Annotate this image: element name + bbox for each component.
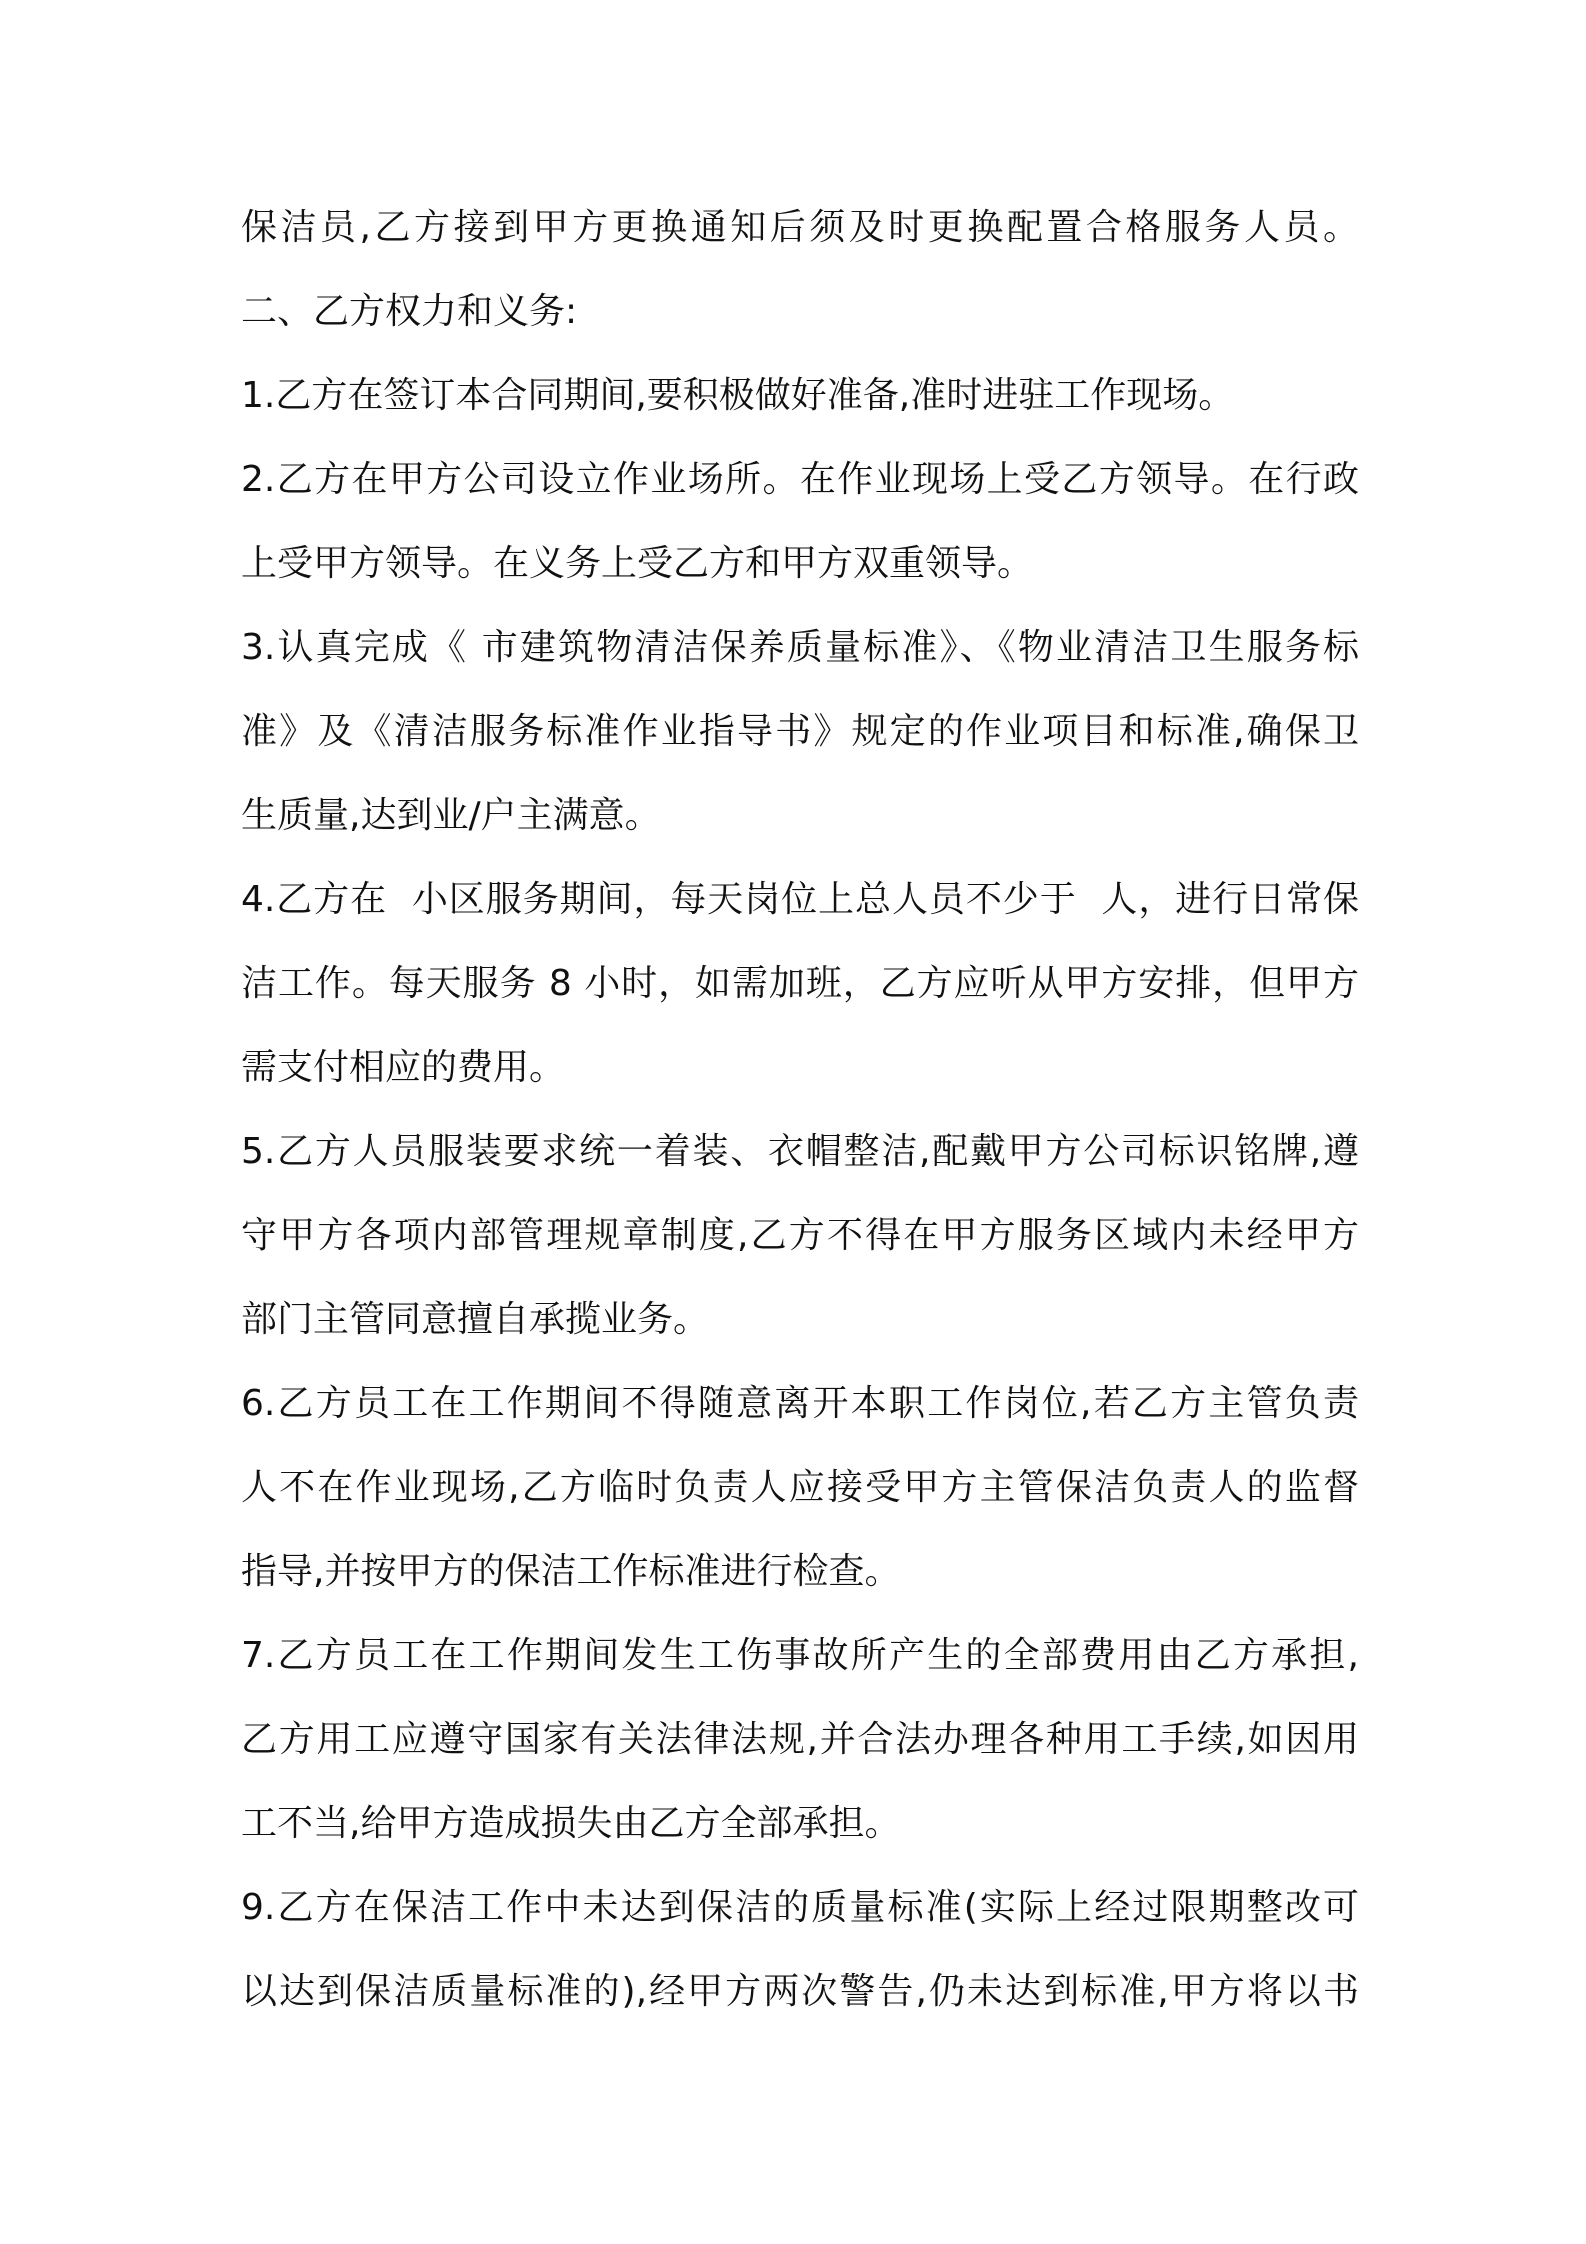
text-line: 指导,并按甲方的保洁工作标准进行检查。 [241, 1551, 901, 1592]
text-line: 9.乙方在保洁工作中未达到保洁的质量标准(实际上经过限期整改可 [241, 1887, 1359, 1928]
text-line: 以达到保洁质量标准的),经甲方两次警告,仍未达到标准,甲方将以书 [241, 1971, 1359, 2012]
text-line: 人不在作业现场,乙方临时负责人应接受甲方主管保洁负责人的监督 [241, 1467, 1359, 1508]
text-line: 洁工作。每天服务 8 小时，如需加班，乙方应听从甲方安排，但甲方 [241, 963, 1359, 1004]
text-line: 需支付相应的费用。 [241, 1047, 566, 1088]
text-line: 保洁员,乙方接到甲方更换通知后须及时更换配置合格服务人员。 [241, 207, 1359, 248]
text-line: 4.乙方在 小区服务期间，每天岗位上总人员不少于 人，进行日常保 [241, 879, 1359, 920]
text-line: 工不当,给甲方造成损失由乙方全部承担。 [241, 1803, 901, 1844]
text-line: 5.乙方人员服装要求统一着装、衣帽整洁,配戴甲方公司标识铭牌,遵 [241, 1131, 1359, 1172]
text-line: 守甲方各项内部管理规章制度,乙方不得在甲方服务区域内未经甲方 [241, 1215, 1359, 1256]
text-line: 准》及《清洁服务标准作业指导书》规定的作业项目和标准,确保卫 [241, 711, 1359, 752]
text-line: 上受甲方领导。在义务上受乙方和甲方双重领导。 [241, 543, 1034, 584]
section-heading: 二、乙方权力和义务: [241, 291, 578, 332]
text-line: 生质量,达到业/户主满意。 [241, 795, 661, 836]
document-body [241, 186, 1361, 2034]
text-line: 7.乙方员工在工作期间发生工伤事故所产生的全部费用由乙方承担, [241, 1635, 1359, 1676]
text-line: 1.乙方在签订本合同期间,要积极做好准备,准时进驻工作现场。 [241, 375, 1235, 416]
text-line: 乙方用工应遵守国家有关法律法规,并合法办理各种用工手续,如因用 [241, 1719, 1359, 1760]
text-line: 部门主管同意擅自承揽业务。 [241, 1299, 710, 1340]
text-line: 6.乙方员工在工作期间不得随意离开本职工作岗位,若乙方主管负责 [241, 1383, 1359, 1424]
text-line: 3.认真完成《 市建筑物清洁保养质量标准》、《物业清洁卫生服务标 [241, 627, 1359, 668]
text-line: 2.乙方在甲方公司设立作业场所。在作业现场上受乙方领导。在行政 [241, 459, 1359, 500]
